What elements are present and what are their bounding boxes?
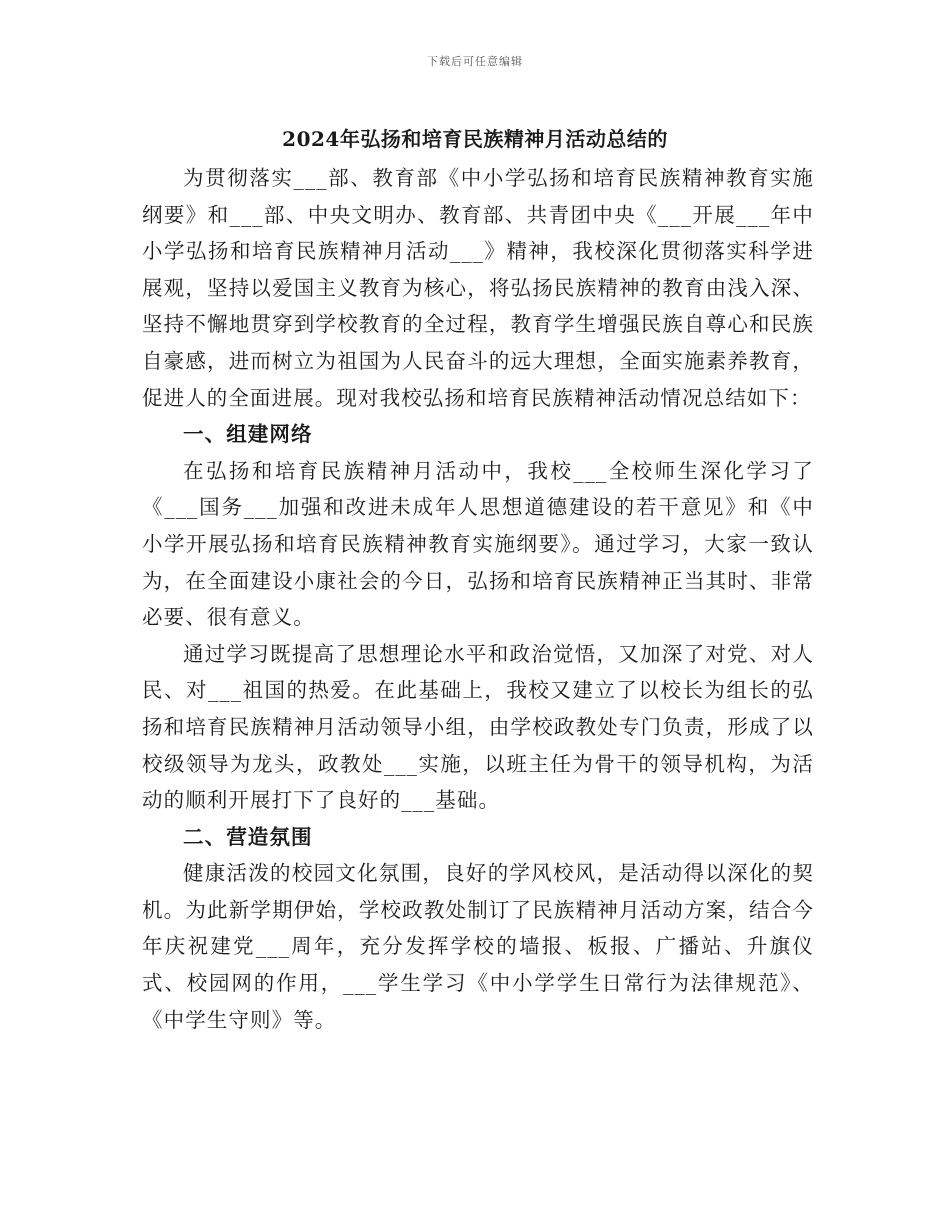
paragraph-network-study: 在弘扬和培育民族精神月活动中，我校___全校师生深化学习了《___国务___加强和改进未成年人思想道德建设的若干意见》和《中小学开展弘扬和培育民族精神教育实施纲要》。通过学习，大家一致认为，在全面建设小康社会的今日，弘扬和培育民族精神正当其时、非常必要、很有意义。	[142, 458, 814, 630]
section-heading-1: 一、组建网络	[183, 422, 313, 447]
paragraph-atmosphere: 健康活泼的校园文化氛围，良好的学风校风，是活动得以深化的契机。为此新学期伊始，学校政教处制订了民族精神月活动方案，结合今年庆祝建党___周年，充分发挥学校的墙报、板报、广播站、升旗仪式、校园网的作用，___学生学习《中小学学生日常行为法律规范》、《中学生守则》等。	[142, 861, 814, 1032]
paragraph-intro: 为贯彻落实___部、教育部《中小学弘扬和培育民族精神教育实施纲要》和___部、中央文明办、教育部、共青团中央《___开展___年中小学弘扬和培育民族精神月活动___》精神，我校深化贯彻落实科学进展观，坚持以爱国主义教育为核心，将弘扬民族精神的教育由浅入深、坚持不懈地贯穿到学校教育的全过程，教育学生增强民族自尊心和民族自豪感，进而树立为祖国为人民奋斗的远大理想，全面实施素养教育，促进人的全面进展。现对我校弘扬和培育民族精神活动情况总结如下：	[142, 166, 814, 410]
document-body	[142, 160, 814, 1038]
section-heading-2: 二、营造氛围	[183, 824, 313, 849]
header-note: 下载后可任意编辑	[427, 55, 523, 68]
paragraph-network-leadership: 通过学习既提高了思想理论水平和政治觉悟，又加深了对党、对人民、对___祖国的热爱。在此基础上，我校又建立了以校长为组长的弘扬和培育民族精神月活动领导小组，由学校政教处专门负责，形成了以校级领导为龙头，政教处___实施，以班主任为骨干的领导机构，为活动的顺利开展打下了良好的___基础。	[142, 641, 814, 813]
document-title: 2024年弘扬和培育民族精神月活动总结的	[282, 127, 668, 151]
